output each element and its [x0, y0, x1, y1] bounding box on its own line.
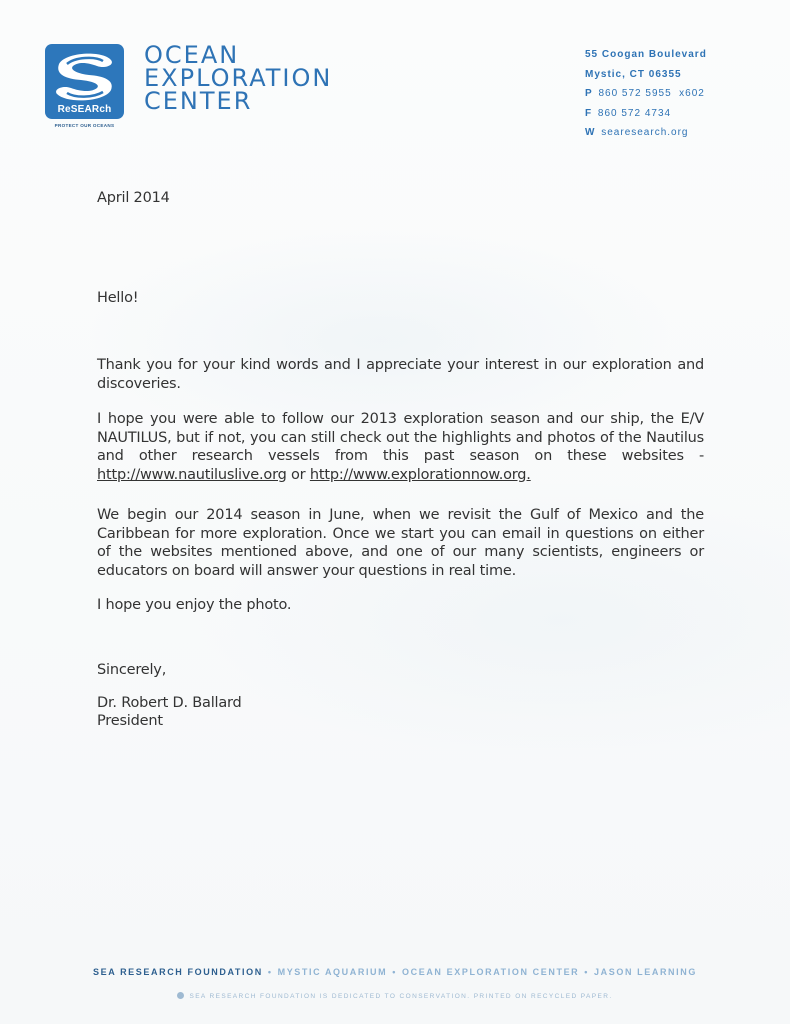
footer-separator: • — [392, 967, 398, 977]
footer-org-sea-research: SEA RESEARCH FOUNDATION — [93, 967, 263, 977]
footer-organizations — [0, 967, 790, 977]
paragraph-2-text: I hope you were able to follow our 2013 exploration season and our ship, the E/V NAUTILUS, but if not, you can still check out the highlights and photos of the Nautilus and other research vessels from this past season on these websites - — [97, 411, 704, 464]
explorationnow-link[interactable]: http://www.explorationnow.org. — [309, 466, 531, 483]
phone-number: 860 572 5955 x602 — [598, 88, 705, 99]
org-name-line: EXPLORATION — [144, 64, 333, 92]
footer-note — [0, 992, 790, 1000]
address-block — [585, 45, 775, 143]
footer-org-mystic-aquarium: MYSTIC AQUARIUM — [277, 967, 388, 977]
web-line — [585, 123, 775, 143]
phone-label: P — [585, 88, 593, 99]
org-name-line: OCEAN — [144, 41, 240, 69]
paragraph-1: Thank you for your kind words and I appreciate your interest in our exploration and discoveries. — [97, 357, 704, 392]
org-name-line: CENTER — [144, 87, 253, 115]
footer-note-text: SEA RESEARCH FOUNDATION IS DEDICATED TO CONSERVATION. PRINTED ON RECYCLED PAPER. — [189, 993, 613, 1000]
phone-line — [585, 84, 775, 104]
paragraph-3: We begin our 2014 season in June, when we revisit the Gulf of Mexico and the Caribbean for more exploration. Once we start you can email in questions on either of the websites mentioned above, and one of our many scientists, engineers or educators on board will answer your questions in real time. — [97, 507, 704, 579]
signer-name: Dr. Robert D. Ballard — [97, 695, 242, 711]
paragraph-4: I hope you enjoy the photo. — [97, 597, 292, 613]
logo-wordmark: ReSEARch — [57, 104, 112, 115]
letter-date: April 2014 — [97, 190, 170, 206]
fax-number: 860 572 4734 — [597, 107, 672, 119]
web-label: W — [585, 127, 596, 138]
letter-greeting: Hello! — [97, 290, 139, 306]
footer-separator: • — [584, 967, 590, 977]
closing: Sincerely, — [97, 662, 167, 678]
website[interactable]: searesearch.org — [601, 127, 689, 138]
footer-org-ocean-exploration: OCEAN EXPLORATION CENTER — [402, 967, 580, 977]
signer-title: President — [97, 713, 163, 729]
paragraph-2 — [97, 410, 704, 484]
organization-name — [144, 41, 344, 115]
link-separator: or — [286, 466, 310, 483]
street-address: 55 Coogan Boulevard — [585, 49, 707, 60]
city-state-zip: Mystic, CT 06355 — [585, 68, 682, 80]
research-logo — [45, 44, 124, 119]
fax-line — [585, 104, 775, 124]
recycle-icon — [177, 992, 184, 999]
nautiluslive-link[interactable]: http://www.nautiluslive.org — [97, 466, 287, 483]
footer-org-jason-learning: JASON LEARNING — [594, 967, 697, 977]
footer-separator: • — [267, 967, 273, 977]
logo-tagline: PROTECT OUR OCEANS — [54, 123, 115, 128]
fax-label: F — [585, 107, 593, 119]
